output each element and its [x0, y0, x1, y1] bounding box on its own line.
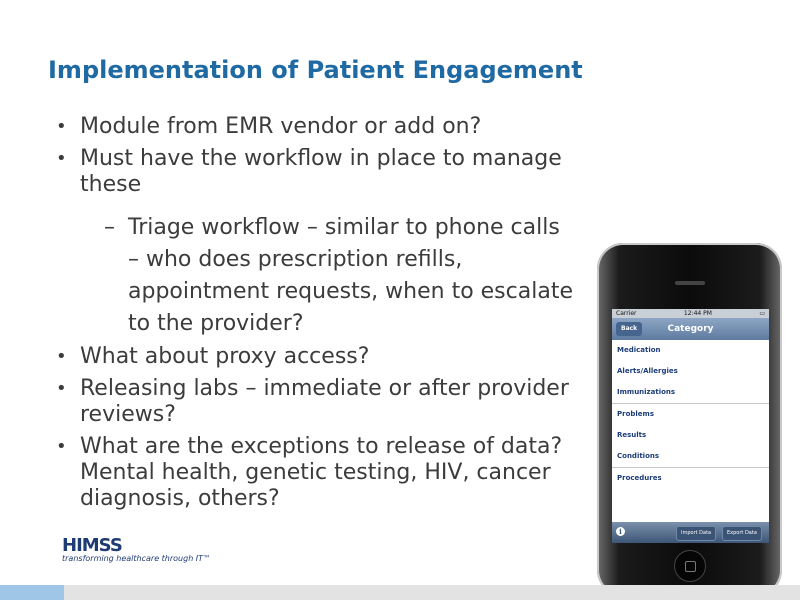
bullet-item — [56, 146, 576, 198]
category-item[interactable]: Procedures — [617, 474, 662, 482]
footer-bar — [0, 585, 800, 600]
home-square-icon — [685, 561, 696, 572]
category-item[interactable]: Problems — [617, 410, 655, 418]
iphone-illustration — [597, 243, 782, 596]
bullet-marker: • — [56, 378, 67, 399]
logo-tagline: transforming healthcare through IT™ — [62, 554, 212, 563]
category-item[interactable]: Immunizations — [612, 382, 769, 404]
bullet-text: Releasing labs – immediate or after provider reviews? — [80, 376, 569, 427]
status-bar — [612, 309, 769, 318]
bullet-marker: • — [56, 436, 67, 457]
footer-accent — [0, 585, 64, 600]
bottom-toolbar — [612, 522, 769, 543]
bullet-text: What are the exceptions to release of data? Mental health, genetic testing, HIV, cancer diagnosis, others? — [80, 434, 563, 511]
nav-bar — [612, 318, 769, 340]
bullet-text: Must have the workflow in place to manage these — [80, 146, 562, 197]
bullet-item — [56, 376, 576, 428]
carrier-label: Carrier — [616, 310, 637, 317]
bullet-marker: • — [56, 116, 67, 137]
sub-bullet-item — [56, 212, 576, 340]
clock-label: 12:44 PM — [683, 310, 712, 317]
bullet-text: What about proxy access? — [80, 344, 370, 369]
sub-bullet-text: Triage workflow – similar to phone calls – who does prescription refills, appointment requests, when to escalate to the provider? — [128, 215, 573, 336]
info-icon[interactable]: i — [616, 527, 625, 536]
phone-screen — [612, 309, 769, 543]
nav-title: Category — [667, 324, 714, 334]
himss-logo — [62, 535, 211, 563]
sub-bullet-marker: – — [104, 215, 115, 240]
bullet-text: Module from EMR vendor or add on? — [80, 114, 482, 139]
back-button[interactable]: Back — [616, 322, 642, 336]
speaker-slot — [675, 281, 705, 285]
bullet-marker: • — [56, 346, 67, 367]
battery-icon: ▭ — [759, 310, 765, 317]
import-data-button[interactable]: Import Data — [676, 526, 716, 541]
category-item[interactable]: Conditions — [612, 446, 769, 468]
logo-wordmark: HIMSS — [62, 535, 122, 556]
bullet-item — [56, 114, 576, 140]
bullet-item — [56, 344, 576, 370]
category-item[interactable]: Medication — [617, 346, 661, 354]
home-button — [674, 550, 706, 582]
bullet-list — [56, 114, 576, 518]
category-item[interactable]: Results — [617, 431, 647, 439]
category-item[interactable]: Alerts/Allergies — [617, 367, 678, 375]
slide-title: Implementation of Patient Engagement — [48, 56, 583, 84]
export-data-button[interactable]: Export Data — [722, 526, 762, 541]
bullet-marker: • — [56, 148, 67, 169]
bullet-item — [56, 434, 576, 512]
category-list — [612, 340, 769, 489]
